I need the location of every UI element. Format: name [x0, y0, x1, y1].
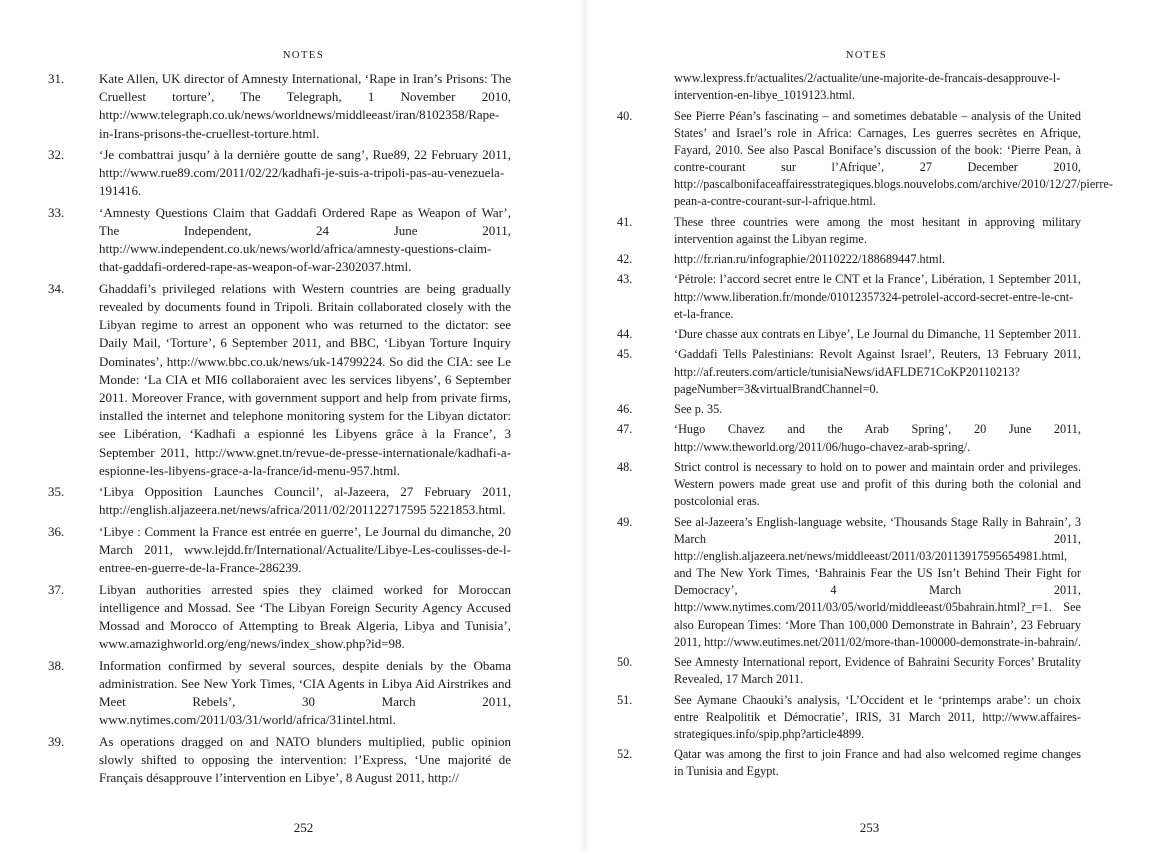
note-text: Libyan authorities arrested spies they claimed worked for Moroccan intelligence and Mossad. See ‘The Libyan Foreign Security Agency Accused Mossad and Morocco of Attempting to Break Algeria, Libya and Tunisia’, www.amazighworld.org/eng/news/index_show.php?id=98.: [99, 581, 511, 652]
note-item: [617, 214, 1081, 248]
note-number: 42.: [617, 252, 633, 267]
note-text: ‘Amnesty Questions Claim that Gaddafi Ordered Rape as Weapon of War’, The Independent, 24 June 2011, http://www.independent.co.uk/news/world/africa/amnesty-questions-claim-that-gaddafi-ordered-rape-as-weapon-of-war-2302037.html.: [99, 204, 511, 275]
note-text: See al-Jazeera’s English-language website, ‘Thousands Stage Rally in Bahrain’, 3 March 2011, http://english.aljazeera.net/news/middleeast/2011/03/20113917595654981.html, and The New York Times, ‘Bahrainis Fear the US Isn’t Behind Their Fight for Democracy’, 4 March 2011, http://www.nytimes.com/2011/03/05/world/middleeast/05bahrain.html?_r=1. See also European Times: ‘More Than 100,000 Demonstrate in Bahrain’, 23 February 2011, http://www.eutimes.net/2011/02/more-than-100000-demonstrate-in-bahrain/.: [674, 514, 1081, 649]
note-item: [617, 251, 1081, 268]
note-text: http://fr.rian.ru/infographie/20110222/188689447.html.: [674, 252, 946, 267]
note-number: 43.: [617, 272, 633, 287]
note-number: 44.: [617, 327, 633, 342]
note-item: [48, 733, 511, 788]
note-number: 49.: [617, 514, 633, 529]
page-number: 252: [293, 820, 314, 835]
note-number: 32.: [48, 147, 65, 162]
note-text: ‘Dure chasse aux contrats en Libye’, Le Journal du Dimanche, 11 September 2011.: [674, 327, 1081, 342]
notes-list: [617, 70, 1113, 784]
note-number: 36.: [48, 523, 65, 539]
note-item: [48, 483, 511, 519]
note-number: 47.: [617, 422, 633, 437]
note-text: Qatar was among the first to join France and had also welcomed regime changes in Tunisia and Egypt.: [674, 747, 1081, 779]
note-item: [48, 70, 511, 143]
note-text: ‘Pétrole: l’accord secret entre le CNT et la France’, Libération, 1 September 2011, http://www.liberation.fr/monde/01012357324-petrolel-accord-secret-entre-le-cnt-et-la-france.: [674, 272, 1081, 321]
note-number: 48.: [617, 459, 633, 474]
note-text: These three countries were among the most hesitant in approving military intervention against the Libyan regime.: [674, 214, 1081, 246]
note-text: See Aymane Chaouki’s analysis, ‘L’Occident et le ‘printemps arabe’: un choix entre Realpolitik et Démocratie’, IRIS, 31 March 2011, http://www.affaires-strategiques.info/spip.php?article4899.: [674, 692, 1081, 741]
notes-list: [48, 70, 511, 790]
note-text: Information confirmed by several sources, despite denials by the Obama administration. See New York Times, ‘CIA Agents in Libya Aid Airstrikes and Meet Rebels’, 30 March 2011, www.nytimes.com/2011/03/31/world/africa/31intel.html.: [99, 657, 511, 728]
note-item: [617, 692, 1081, 743]
note-item: [48, 523, 511, 578]
note-number: 50.: [617, 655, 633, 670]
note-text: ‘Je combattrai jusqu’ à la dernière goutte de sang’, Rue89, 22 February 2011, http://www.rue89.com/2011/02/22/kadhafi-je-suis-a-tripoli-pas-au-venezuela-191416.: [99, 147, 511, 199]
note-number: 35.: [48, 484, 65, 500]
note-item: [48, 204, 511, 277]
note-number: 38.: [48, 657, 65, 673]
note-item: [617, 271, 1081, 322]
note-number: 52.: [617, 747, 633, 762]
note-item: [617, 401, 1081, 418]
note-text: As operations dragged on and NATO blunders multiplied, public opinion slowly shifted to opposing the intervention: l’Express, ‘Une majorité de Français désapprouve l’intervention en Libye’, 8 August 2011, http://: [99, 733, 511, 786]
note-continuation: www.lexpress.fr/actualites/2/actualite/une-majorite-de-francais-desapprouve-l-intervention-en-libye_1019123.html.: [674, 71, 1061, 103]
note-number: 40.: [617, 108, 633, 123]
note-number: 34.: [48, 280, 65, 296]
note-number: 37.: [48, 581, 65, 597]
note-text: Strict control is necessary to hold on to power and maintain order and privileges. Western powers made great use and profit of this during both the colonial and postcolonial eras.: [674, 459, 1081, 509]
note-item: [48, 280, 511, 480]
note-number: 33.: [48, 204, 65, 220]
right-page: [585, 0, 1170, 851]
note-number: 45.: [617, 347, 633, 362]
running-head: NOTES: [282, 50, 325, 61]
note-text: Ghaddafi’s privileged relations with Western countries are being gradually revealed by documents found in Tripoli. Britain collaborated closely with the Libyan regime to arrest an opponent who was returned to the dictator: see Daily Mail, ‘Torture’, 6 September 2011, and BBC, ‘Libyan Torture Inquiry Dominates’, http://www.bbc.co.uk/news/uk-14799224. So did the CIA: see Le Monde: ‘La CIA et MI6 collaboraient avec les services libyens’, 6 September 2011. Moreover France, with government support and help from private firms, installed the internet and telephone monitoring system for the Libyan dictator: see Libération, ‘Kadhafi a espionné les Libyens grâce à la France’, 3 September 2011, http://www.gnet.tn/revue-de-presse-internationale/kadhafi-a-espionne-les-libyens-grace-a-la-france/id-menu-957.html.: [99, 280, 511, 478]
note-item: [617, 459, 1081, 510]
note-item: [48, 581, 511, 654]
note-number: 46.: [617, 402, 633, 417]
note-text: ‘Libye : Comment la France est entrée en guerre’, Le Journal du dimanche, 20 March 2011, www.lejdd.fr/International/Actualite/Libye-Les-coulisses-de-l-entree-en-guerre-de-la-France-286239.: [99, 523, 511, 576]
note-item: [48, 146, 511, 201]
note-text: See Pierre Péan’s fascinating – and sometimes debatable – analysis of the United States’ and Israel’s role in Africa: Carnages, Les guerres secrètes en Afrique, Fayard, 2010. See also Pascal Boniface’s discussion of the book: ‘Pierre Pean, à contre-courant sur l’Afrique’, 27 December 2010, http://pascalbonifaceaffairesstrategiques.blogs.nouvelobs.com/archive/2010/12/27/pierre-pean-a-contre-courant-sur-l-afrique.html.: [674, 108, 1113, 209]
note-item: [617, 346, 1081, 397]
note-text: ‘Libya Opposition Launches Council’, al-Jazeera, 27 February 2011, http://english.aljazeera.net/news/africa/2011/02/201122717595 5221853.html.: [99, 484, 511, 518]
note-item: [617, 326, 1081, 343]
note-number: 41.: [617, 214, 633, 229]
note-item: [617, 108, 1113, 211]
note-number: 31.: [48, 71, 65, 86]
note-number: 51.: [617, 692, 633, 707]
note-text: Kate Allen, UK director of Amnesty International, ‘Rape in Iran’s Prisons: The Cruellest torture’, The Telegraph, 1 November 2010, http://www.telegraph.co.uk/news/worldnews/middleeast/iran/8102358/Rape-in-Irans-prisons-the-cruellest-torture.html.: [99, 71, 511, 141]
note-item: [48, 657, 511, 730]
note-item: [617, 746, 1081, 780]
note-text: See p. 35.: [674, 402, 723, 417]
note-number: 39.: [48, 733, 65, 749]
page-number: 253: [859, 820, 880, 835]
note-item: [617, 514, 1081, 651]
note-item: [617, 654, 1081, 688]
running-head: NOTES: [845, 50, 888, 61]
note-item: [617, 421, 1081, 455]
note-text: ‘Gaddafi Tells Palestinians: Revolt Against Israel’, Reuters, 13 February 2011, http://af.reuters.com/article/tunisiaNews/idAFLDE71CoKP20110213?pageNumber=3&virtualBrandChannel=0.: [674, 347, 1081, 396]
note-text: ‘Hugo Chavez and the Arab Spring’, 20 June 2011, http://www.theworld.org/2011/06/hugo-chavez-arab-spring/.: [674, 422, 1081, 454]
note-text: See Amnesty International report, Evidence of Bahraini Security Forces’ Brutality Revealed, 17 March 2011.: [674, 655, 1081, 687]
